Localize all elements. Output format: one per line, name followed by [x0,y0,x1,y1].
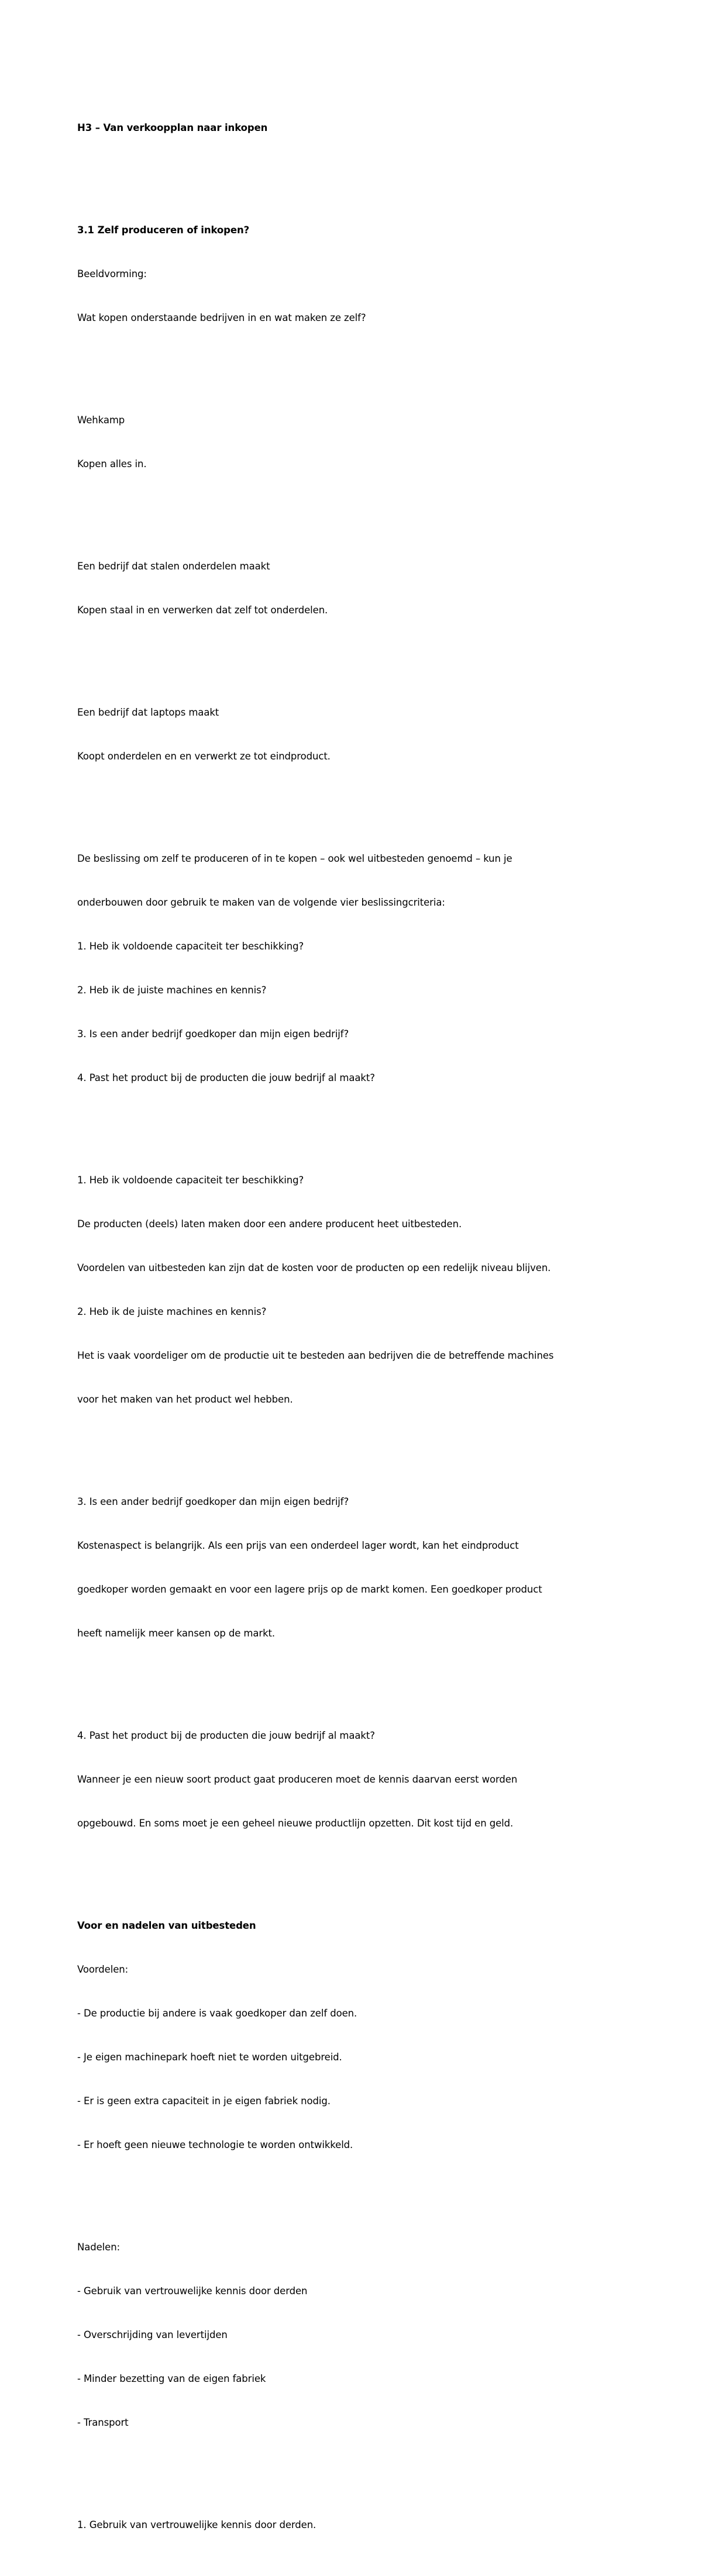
section-heading: Voor en nadelen van uitbesteden [77,1920,256,1931]
blank-line [77,647,569,661]
paragraph-line: De beslissing om zelf te produceren of in te kopen – ook wel uitbesteden genoemd – kun je [77,853,512,864]
question-line: Wat kopen onderstaande bedrijven in en wat maken ze zelf? [77,312,366,323]
page-title: H3 – Van verkoopplan naar inkopen [77,122,268,133]
blank-line [77,793,569,807]
example-answer: Kopen staal in en verwerken dat zelf tot onderdelen. [77,605,328,616]
blank-line [77,1670,569,1684]
blank-line [77,500,569,515]
criteria-item: 3. Is een ander bedrijf goedkoper dan mijn eigen bedrijf? [77,1028,349,1040]
paragraph-line: heeft namelijk meer kansen op de markt. [77,1628,276,1639]
paragraph-line: voor het maken van het product wel hebben. [77,1394,293,1405]
paragraph-line: Kostenaspect is belangrijk. Als een prijs van een onderdeel lager wordt, kan het eindproduct [77,1540,519,1551]
voordelen-item: - Je eigen machinepark hoeft niet te worden uitgebreid. [77,2052,342,2063]
paragraph-line: 4. Past het product bij de producten die jouw bedrijf al maakt? [77,1730,375,1741]
blank-line [77,164,569,179]
example-company: Wehkamp [77,415,125,426]
blank-line [77,2181,569,2196]
example-answer: Kopen alles in. [77,458,147,469]
nadelen-item: - Overschrijding van levertijden [77,2329,228,2340]
paragraph-line: onderbouwen door gebruik te maken van de volgende vier beslissingcriteria: [77,897,445,908]
document-body [77,77,569,2576]
voordelen-label: Voordelen: [77,1964,129,1975]
blank-line [77,354,569,369]
paragraph-line: goedkoper worden gemaakt en voor een lagere prijs op de markt komen. Een goedkoper product [77,1584,542,1595]
paragraph-line: 2. Heb ik de juiste machines en kennis? [77,1306,267,1317]
paragraph-line: Wanneer je een nieuw soort product gaat produceren moet de kennis daarvan eerst worden [77,1774,518,1785]
paragraph-line: 3. Is een ander bedrijf goedkoper dan mijn eigen bedrijf? [77,1496,349,1507]
nadelen-item: - Transport [77,2417,129,2428]
beeldvorming-label: Beeldvorming: [77,268,147,279]
paragraph-line: 1. Heb ik voldoende capaciteit ter beschikking? [77,1175,304,1186]
voordelen-item: - De productie bij andere is vaak goedkoper dan zelf doen. [77,2008,357,2019]
paragraph-line: opgebouwd. En soms moet je een geheel nieuwe productlijn opzetten. Dit kost tijd en geld. [77,1818,514,1829]
example-company: Een bedrijf dat laptops maakt [77,707,219,718]
blank-line [77,1114,569,1129]
example-answer: Koopt onderdelen en en verwerkt ze tot eindproduct. [77,751,331,762]
section-heading: 3.1 Zelf produceren of inkopen? [77,225,250,236]
blank-line [77,1436,569,1451]
voordelen-item: - Er is geen extra capaciteit in je eigen fabriek nodig. [77,2095,331,2107]
blank-line [77,2459,569,2474]
criteria-item: 1. Heb ik voldoende capaciteit ter beschikking? [77,941,304,952]
paragraph-line: 1. Gebruik van vertrouwelijke kennis door derden. [77,2519,316,2530]
paragraph-line: De producten (deels) laten maken door een andere producent heet uitbesteden. [77,1218,462,1230]
example-company: Een bedrijf dat stalen onderdelen maakt [77,561,270,572]
paragraph-line: Het is vaak voordeliger om de productie uit te besteden aan bedrijven die de betreffende machines [77,1350,554,1361]
voordelen-item: - Er hoeft geen nieuwe technologie te worden ontwikkeld. [77,2139,353,2150]
nadelen-label: Nadelen: [77,2242,121,2253]
nadelen-item: - Gebruik van vertrouwelijke kennis door derden [77,2285,308,2297]
criteria-item: 2. Heb ik de juiste machines en kennis? [77,985,267,996]
paragraph-line: Voordelen van uitbesteden kan zijn dat de kosten voor de producten op een redelijk niveau blijven. [77,1262,551,1273]
nadelen-item: - Minder bezetting van de eigen fabriek [77,2373,266,2384]
criteria-item: 4. Past het product bij de producten die jouw bedrijf al maakt? [77,1072,375,1083]
blank-line [77,1860,569,1874]
